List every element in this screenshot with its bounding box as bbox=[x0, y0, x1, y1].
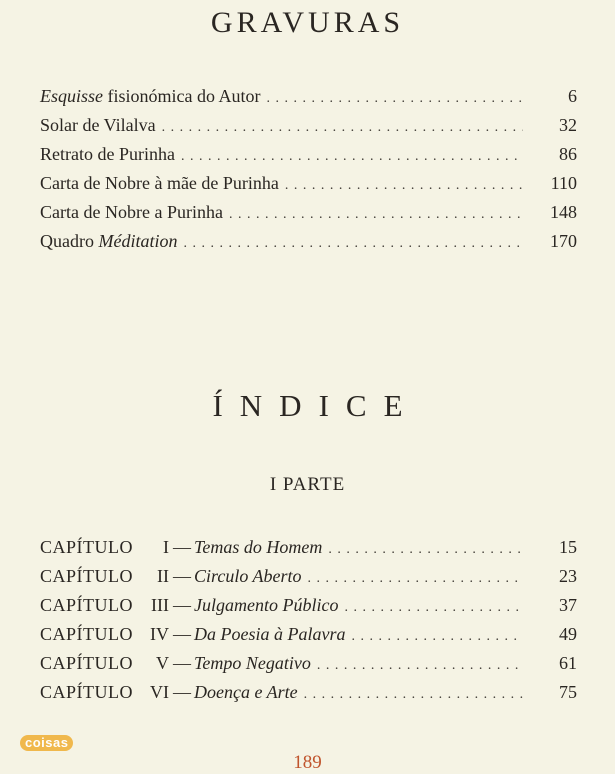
gravuras-heading: GRAVURAS bbox=[210, 6, 405, 39]
page-folio: 189 bbox=[293, 752, 322, 773]
page-number: 49 bbox=[559, 624, 577, 644]
list-item bbox=[40, 115, 577, 141]
chapter-title: Da Poesia à Palavra bbox=[194, 624, 346, 644]
leader-dots bbox=[304, 687, 523, 703]
list-item bbox=[40, 144, 577, 170]
leader-dots bbox=[344, 600, 523, 616]
item-label: Quadro Méditation bbox=[40, 231, 178, 251]
leader-dots bbox=[181, 149, 523, 165]
page-number: 148 bbox=[550, 202, 577, 222]
page-number: 110 bbox=[550, 173, 577, 193]
page-number: 32 bbox=[559, 115, 577, 135]
table-row: CAPÍTULO II — Circulo Aberto . . . 23 bbox=[40, 566, 577, 592]
leader-dots bbox=[285, 178, 523, 194]
leader-dots bbox=[162, 120, 523, 136]
item-label: Carta de Nobre a Purinha bbox=[40, 202, 223, 222]
part-heading: I PARTE bbox=[269, 474, 346, 495]
item-label: Retrato de Purinha bbox=[40, 144, 175, 164]
leader-dots bbox=[266, 91, 523, 107]
table-row: CAPÍTULO VI — Doença e Arte . . . 75 bbox=[40, 682, 577, 708]
page-number: 75 bbox=[559, 682, 577, 702]
item-label: Solar de Vilalva bbox=[40, 115, 156, 135]
page-number: 37 bbox=[559, 595, 577, 615]
leader-dots bbox=[317, 658, 523, 674]
leader-dots bbox=[183, 236, 523, 252]
page-number: 61 bbox=[559, 653, 577, 673]
table-row: CAPÍTULO V — Tempo Negativo . . . 61 bbox=[40, 653, 577, 679]
page-number: 6 bbox=[568, 86, 577, 106]
list-item bbox=[40, 86, 577, 112]
table-row: CAPÍTULO I — Temas do Homem . . . 15 bbox=[40, 537, 577, 563]
page-number: 170 bbox=[550, 231, 577, 251]
list-item bbox=[40, 173, 577, 199]
page-number: 23 bbox=[559, 566, 577, 586]
table-row: CAPÍTULO III — Julgamento Público . . . 37 bbox=[40, 595, 577, 621]
list-item bbox=[40, 202, 577, 228]
list-item bbox=[40, 231, 577, 257]
leader-dots bbox=[351, 629, 523, 645]
chapter-title: Julgamento Público bbox=[194, 595, 339, 615]
item-label: Esquisse fisionómica do Autor bbox=[40, 86, 261, 106]
leader-dots bbox=[229, 207, 523, 223]
watermark-logo: coisas bbox=[20, 735, 73, 751]
chapter-title: Tempo Negativo bbox=[194, 653, 311, 673]
leader-dots bbox=[308, 571, 524, 587]
leader-dots bbox=[328, 542, 523, 558]
chapter-title: Doença e Arte bbox=[194, 682, 298, 702]
indice-heading: ÍNDICE bbox=[212, 388, 420, 423]
table-row: CAPÍTULO IV — Da Poesia à Palavra . . . 49 bbox=[40, 624, 577, 650]
chapter-title: Circulo Aberto bbox=[194, 566, 302, 586]
item-label: Carta de Nobre à mãe de Purinha bbox=[40, 173, 279, 193]
page-number: 86 bbox=[559, 144, 577, 164]
page-number: 15 bbox=[559, 537, 577, 557]
chapter-title: Temas do Homem bbox=[194, 537, 323, 557]
